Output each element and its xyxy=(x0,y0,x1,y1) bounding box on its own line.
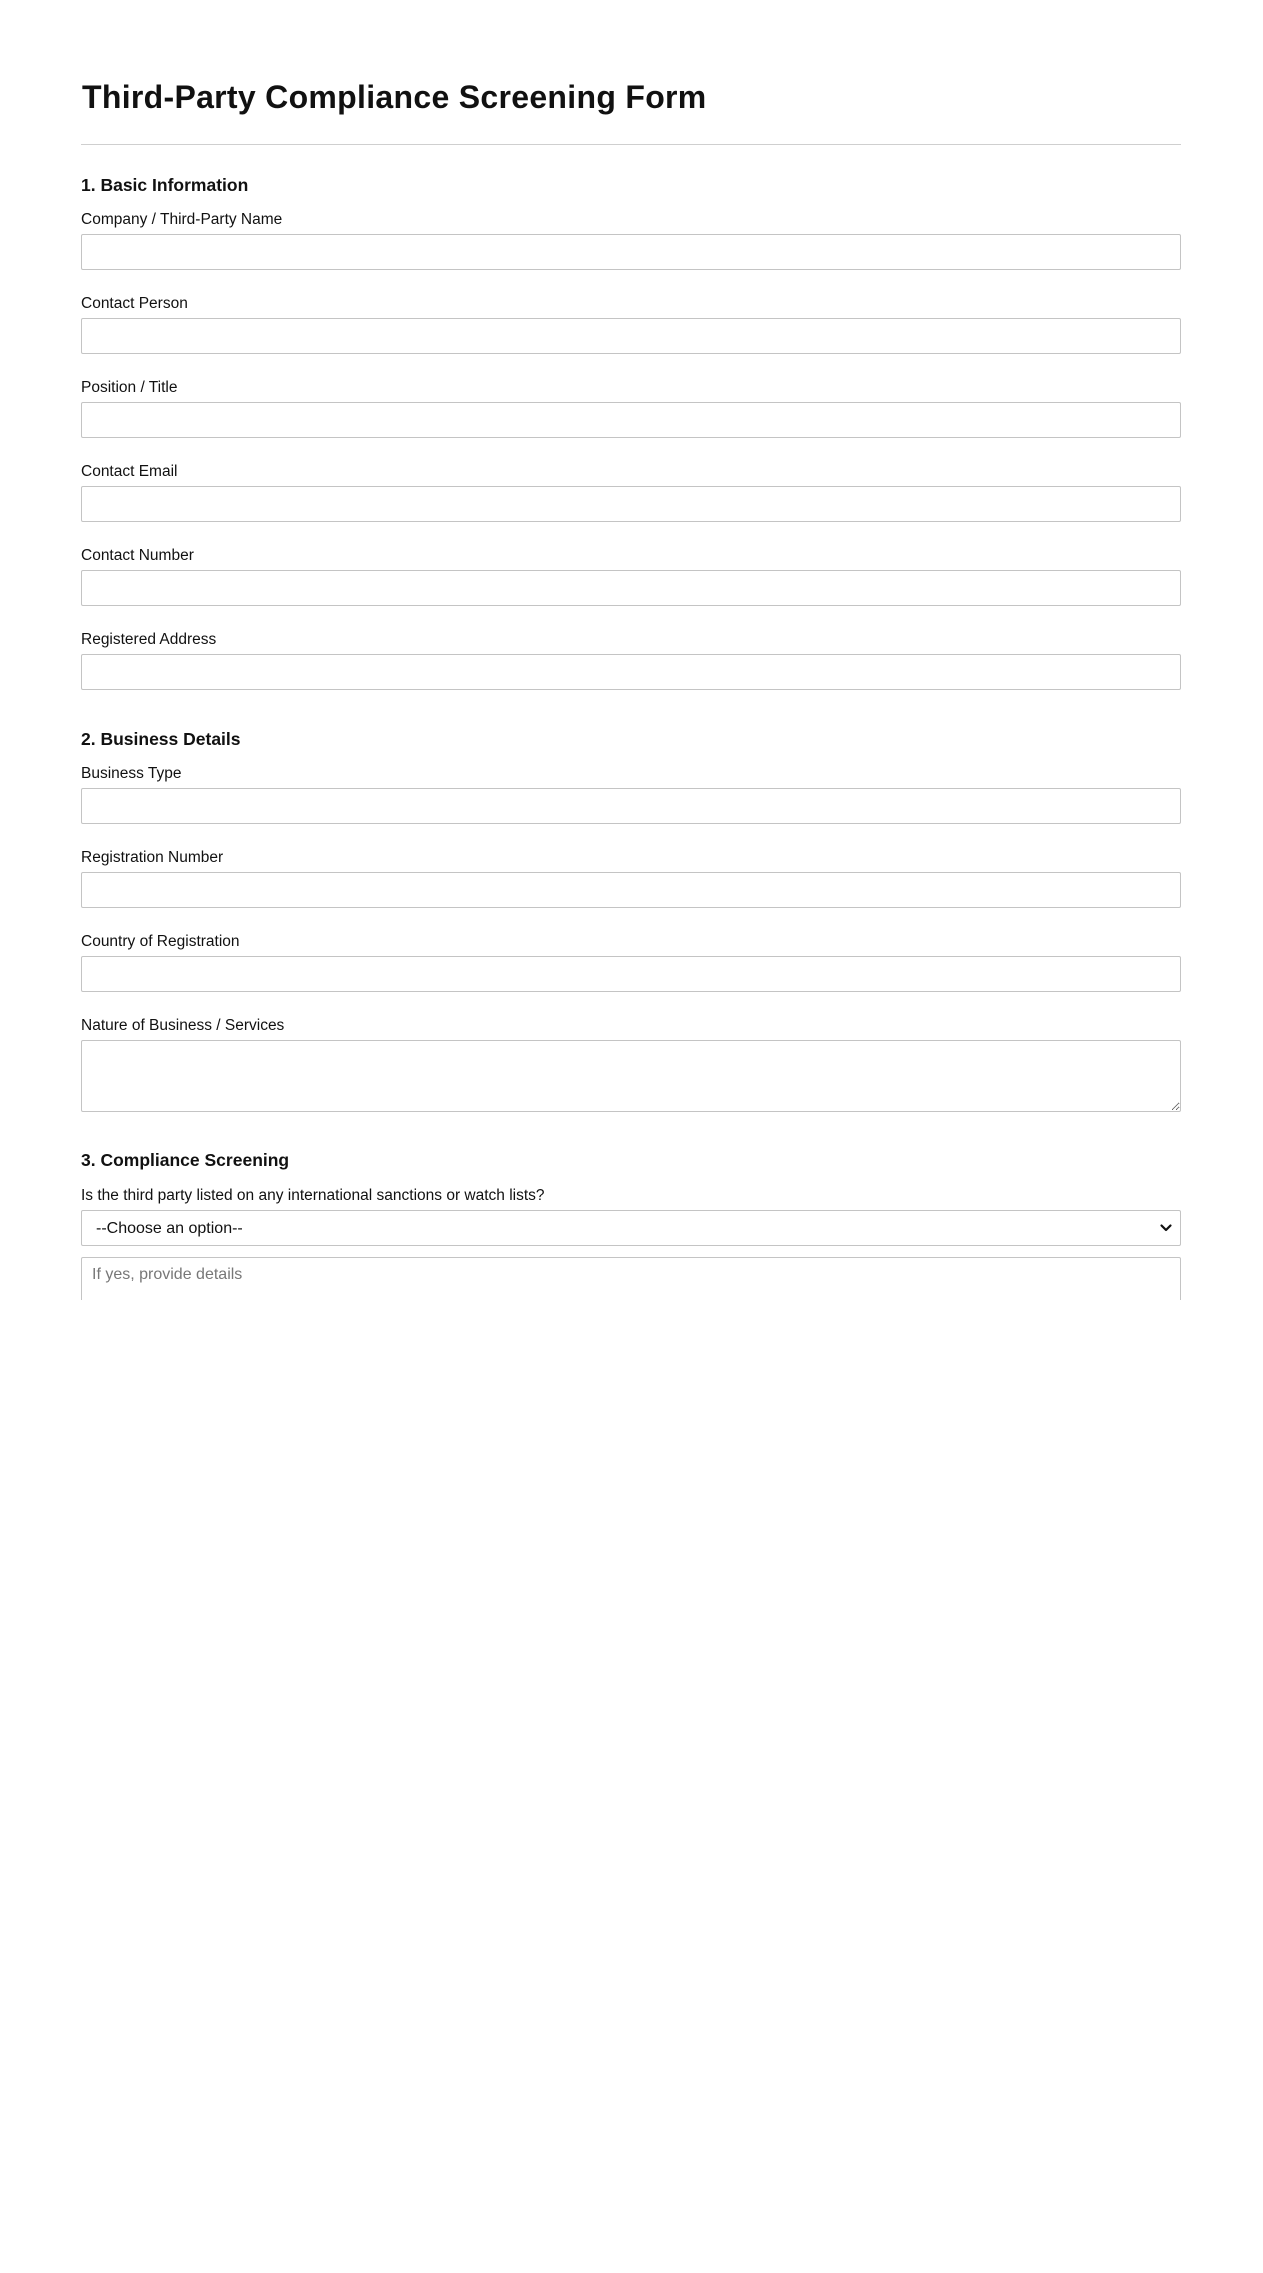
contact-person-input[interactable] xyxy=(81,318,1181,354)
contact-number-label: Contact Number xyxy=(81,547,194,564)
section-title-business-details: 2. Business Details xyxy=(81,729,241,749)
contact-person-label: Contact Person xyxy=(81,295,188,312)
contact-number-input[interactable] xyxy=(81,570,1181,606)
registered-address-input[interactable] xyxy=(81,654,1181,690)
title-divider xyxy=(81,144,1181,145)
business-type-label: Business Type xyxy=(81,765,182,782)
sanctions-select-value: --Choose an option-- xyxy=(96,1220,243,1237)
position-title-label: Position / Title xyxy=(81,379,178,396)
section-title-compliance-screening: 3. Compliance Screening xyxy=(81,1150,290,1170)
sanctions-details-textarea[interactable] xyxy=(81,1257,1181,1300)
country-of-registration-label: Country of Registration xyxy=(81,933,240,950)
registration-number-label: Registration Number xyxy=(81,849,224,866)
sanctions-question-label: Is the third party listed on any international sanctions or watch lists? xyxy=(81,1187,545,1204)
registration-number-input[interactable] xyxy=(81,872,1181,908)
company-name-input[interactable] xyxy=(81,234,1181,270)
sanctions-select[interactable] xyxy=(81,1210,1181,1246)
compliance-form xyxy=(81,0,1181,1300)
contact-email-label: Contact Email xyxy=(81,463,178,480)
country-of-registration-input[interactable] xyxy=(81,956,1181,992)
nature-of-business-textarea[interactable] xyxy=(81,1040,1181,1112)
chevron-down-icon xyxy=(1157,1219,1175,1242)
registered-address-label: Registered Address xyxy=(81,631,217,648)
section-title-basic-information: 1. Basic Information xyxy=(81,175,249,195)
page-title: Third-Party Compliance Screening Form xyxy=(82,79,707,115)
position-title-input[interactable] xyxy=(81,402,1181,438)
company-name-label: Company / Third-Party Name xyxy=(81,211,283,228)
business-type-input[interactable] xyxy=(81,788,1181,824)
nature-of-business-label: Nature of Business / Services xyxy=(81,1017,285,1034)
contact-email-input[interactable] xyxy=(81,486,1181,522)
